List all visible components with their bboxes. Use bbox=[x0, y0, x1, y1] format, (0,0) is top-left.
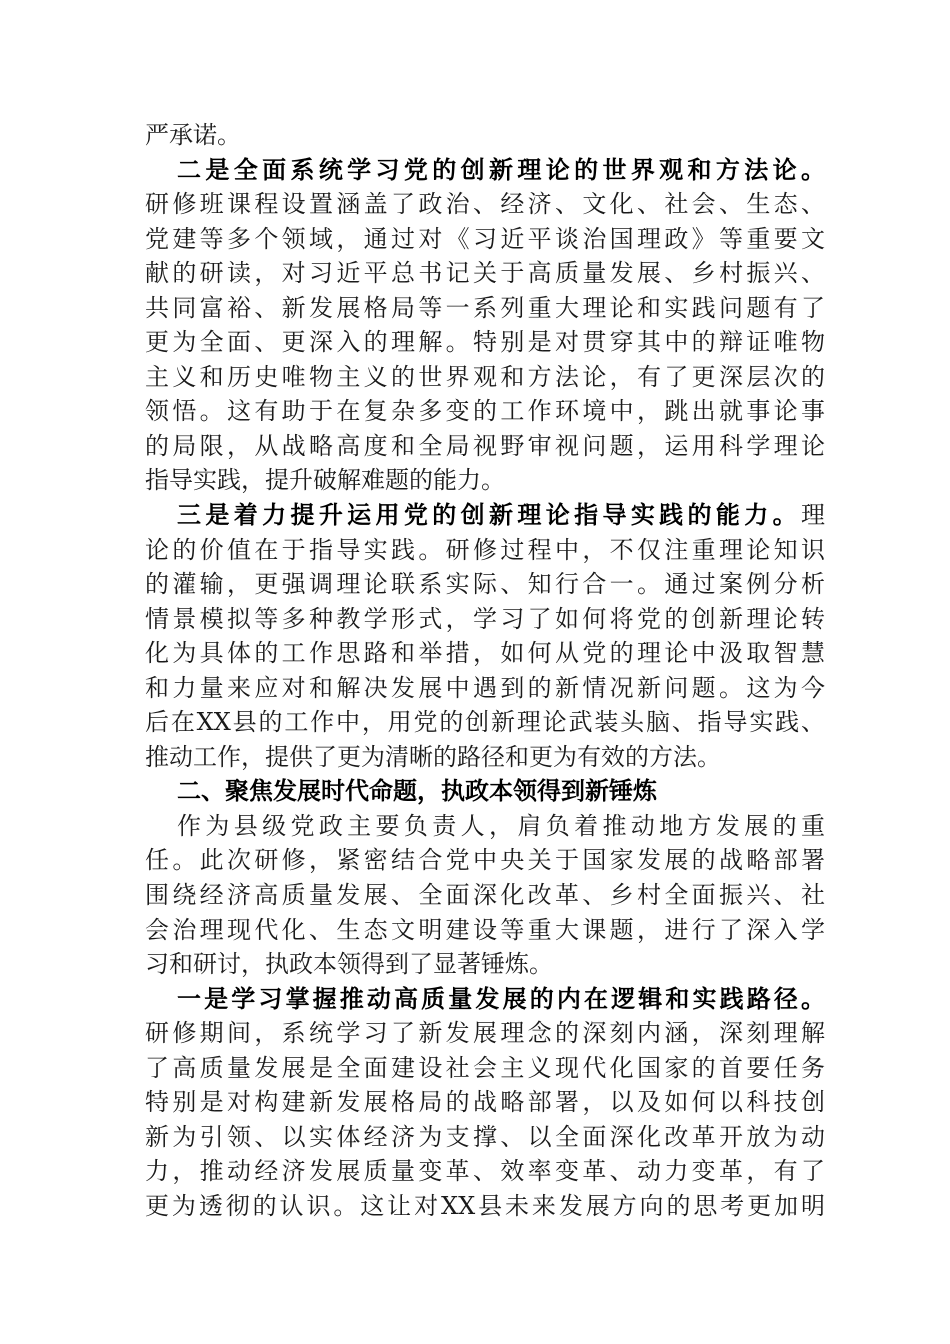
body-text: 后在XX县的工作中，用党的创新理论武装头脑、指导实践、 bbox=[145, 708, 825, 737]
body-text: 研修期间，系统学习了新发展理念的深刻内涵，深刻理解 bbox=[145, 1019, 825, 1048]
body-text: 作为县级党政主要负责人，肩负着推动地方发展的重 bbox=[177, 811, 825, 840]
text-line bbox=[145, 118, 825, 153]
body-text: 任。此次研修，紧密结合党中央关于国家发展的战略部署 bbox=[145, 846, 825, 875]
body-text: 和力量来应对和解决发展中遇到的新情况新问题。这为今 bbox=[145, 673, 825, 702]
text-line bbox=[145, 602, 825, 637]
text-line bbox=[145, 222, 825, 257]
body-text: 情景模拟等多种教学形式，学习了如何将党的创新理论转 bbox=[145, 604, 825, 633]
text-line bbox=[145, 1120, 825, 1155]
text-line bbox=[145, 740, 825, 775]
text-line bbox=[145, 463, 825, 498]
text-line bbox=[145, 1085, 825, 1120]
paragraph bbox=[145, 498, 825, 774]
body-text: 特别是对构建新发展格局的战略部署，以及如何以科技创 bbox=[145, 1088, 825, 1117]
paragraph bbox=[145, 774, 825, 809]
paragraph bbox=[145, 153, 825, 498]
text-line bbox=[145, 187, 825, 222]
body-text: 党建等多个领域，通过对《习近平谈治国理政》等重要文 bbox=[145, 224, 825, 253]
text-line bbox=[145, 256, 825, 291]
text-line bbox=[145, 705, 825, 740]
text-line bbox=[145, 947, 825, 982]
body-text: 了高质量发展是全面建设社会主义现代化国家的首要任务 bbox=[145, 1053, 825, 1082]
text-line bbox=[145, 1189, 825, 1224]
body-text: 主义和历史唯物主义的世界观和方法论，有了更深层次的 bbox=[145, 362, 825, 391]
bold-heading-text: 二、聚焦发展时代命题，执政本领得到新锤炼 bbox=[177, 776, 657, 806]
body-text: 更为透彻的认识。这让对XX县未来发展方向的思考更加明 bbox=[145, 1191, 825, 1220]
text-line bbox=[145, 1051, 825, 1086]
paragraph bbox=[145, 809, 825, 982]
body-text: 习和研讨，执政本领得到了显著锤炼。 bbox=[145, 950, 553, 979]
text-line bbox=[145, 394, 825, 429]
body-text: 指导实践，提升破解难题的能力。 bbox=[145, 466, 505, 495]
body-text: 围绕经济高质量发展、全面深化改革、乡村全面振兴、社 bbox=[145, 881, 825, 910]
text-line bbox=[145, 809, 825, 844]
text-line bbox=[145, 153, 825, 188]
bold-heading-text: 一是学习掌握推动高质量发展的内在逻辑和实践路径。 bbox=[177, 983, 825, 1013]
body-text: 理 bbox=[801, 501, 825, 530]
text-line bbox=[145, 1016, 825, 1051]
text-line bbox=[145, 913, 825, 948]
text-line bbox=[145, 1154, 825, 1189]
text-line bbox=[145, 671, 825, 706]
body-text: 共同富裕、新发展格局等一系列重大理论和实践问题有了 bbox=[145, 293, 825, 322]
bold-heading-text: 二是全面系统学习党的创新理论的世界观和方法论。 bbox=[177, 154, 825, 184]
text-line bbox=[145, 843, 825, 878]
text-line bbox=[145, 878, 825, 913]
body-text: 会治理现代化、生态文明建设等重大课题，进行了深入学 bbox=[145, 915, 825, 944]
body-text: 更为全面、更深入的理解。特别是对贯穿其中的辩证唯物 bbox=[145, 328, 825, 357]
paragraph bbox=[145, 118, 825, 153]
text-line bbox=[145, 636, 825, 671]
text-line bbox=[145, 498, 825, 533]
paragraph bbox=[145, 982, 825, 1224]
body-text: 新为引领、以实体经济为支撑、以全面深化改革开放为动 bbox=[145, 1122, 825, 1151]
text-line bbox=[145, 533, 825, 568]
text-line bbox=[145, 982, 825, 1017]
document-body bbox=[145, 118, 825, 1224]
body-text: 论的价值在于指导实践。研修过程中，不仅注重理论知识 bbox=[145, 535, 825, 564]
body-text: 化为具体的工作思路和举措，如何从党的理论中汲取智慧 bbox=[145, 639, 825, 668]
body-text: 的灌输，更强调理论联系实际、知行合一。通过案例分析 bbox=[145, 570, 825, 599]
text-line bbox=[145, 567, 825, 602]
body-text: 严承诺。 bbox=[145, 121, 241, 149]
text-line bbox=[145, 774, 825, 809]
body-text: 力，推动经济发展质量变革、效率变革、动力变革，有了 bbox=[145, 1157, 825, 1186]
body-text: 领悟。这有助于在复杂多变的工作环境中，跳出就事论事 bbox=[145, 397, 825, 426]
bold-heading-text: 三是着力提升运用党的创新理论指导实践的能力。 bbox=[177, 500, 801, 530]
text-line bbox=[145, 360, 825, 395]
text-line bbox=[145, 429, 825, 464]
text-line bbox=[145, 325, 825, 360]
body-text: 的局限，从战略高度和全局视野审视问题，运用科学理论 bbox=[145, 431, 825, 460]
body-text: 研修班课程设置涵盖了政治、经济、文化、社会、生态、 bbox=[145, 190, 825, 219]
body-text: 献的研读，对习近平总书记关于高质量发展、乡村振兴、 bbox=[145, 259, 825, 288]
text-line bbox=[145, 291, 825, 326]
body-text: 推动工作，提供了更为清晰的路径和更为有效的方法。 bbox=[145, 742, 721, 771]
